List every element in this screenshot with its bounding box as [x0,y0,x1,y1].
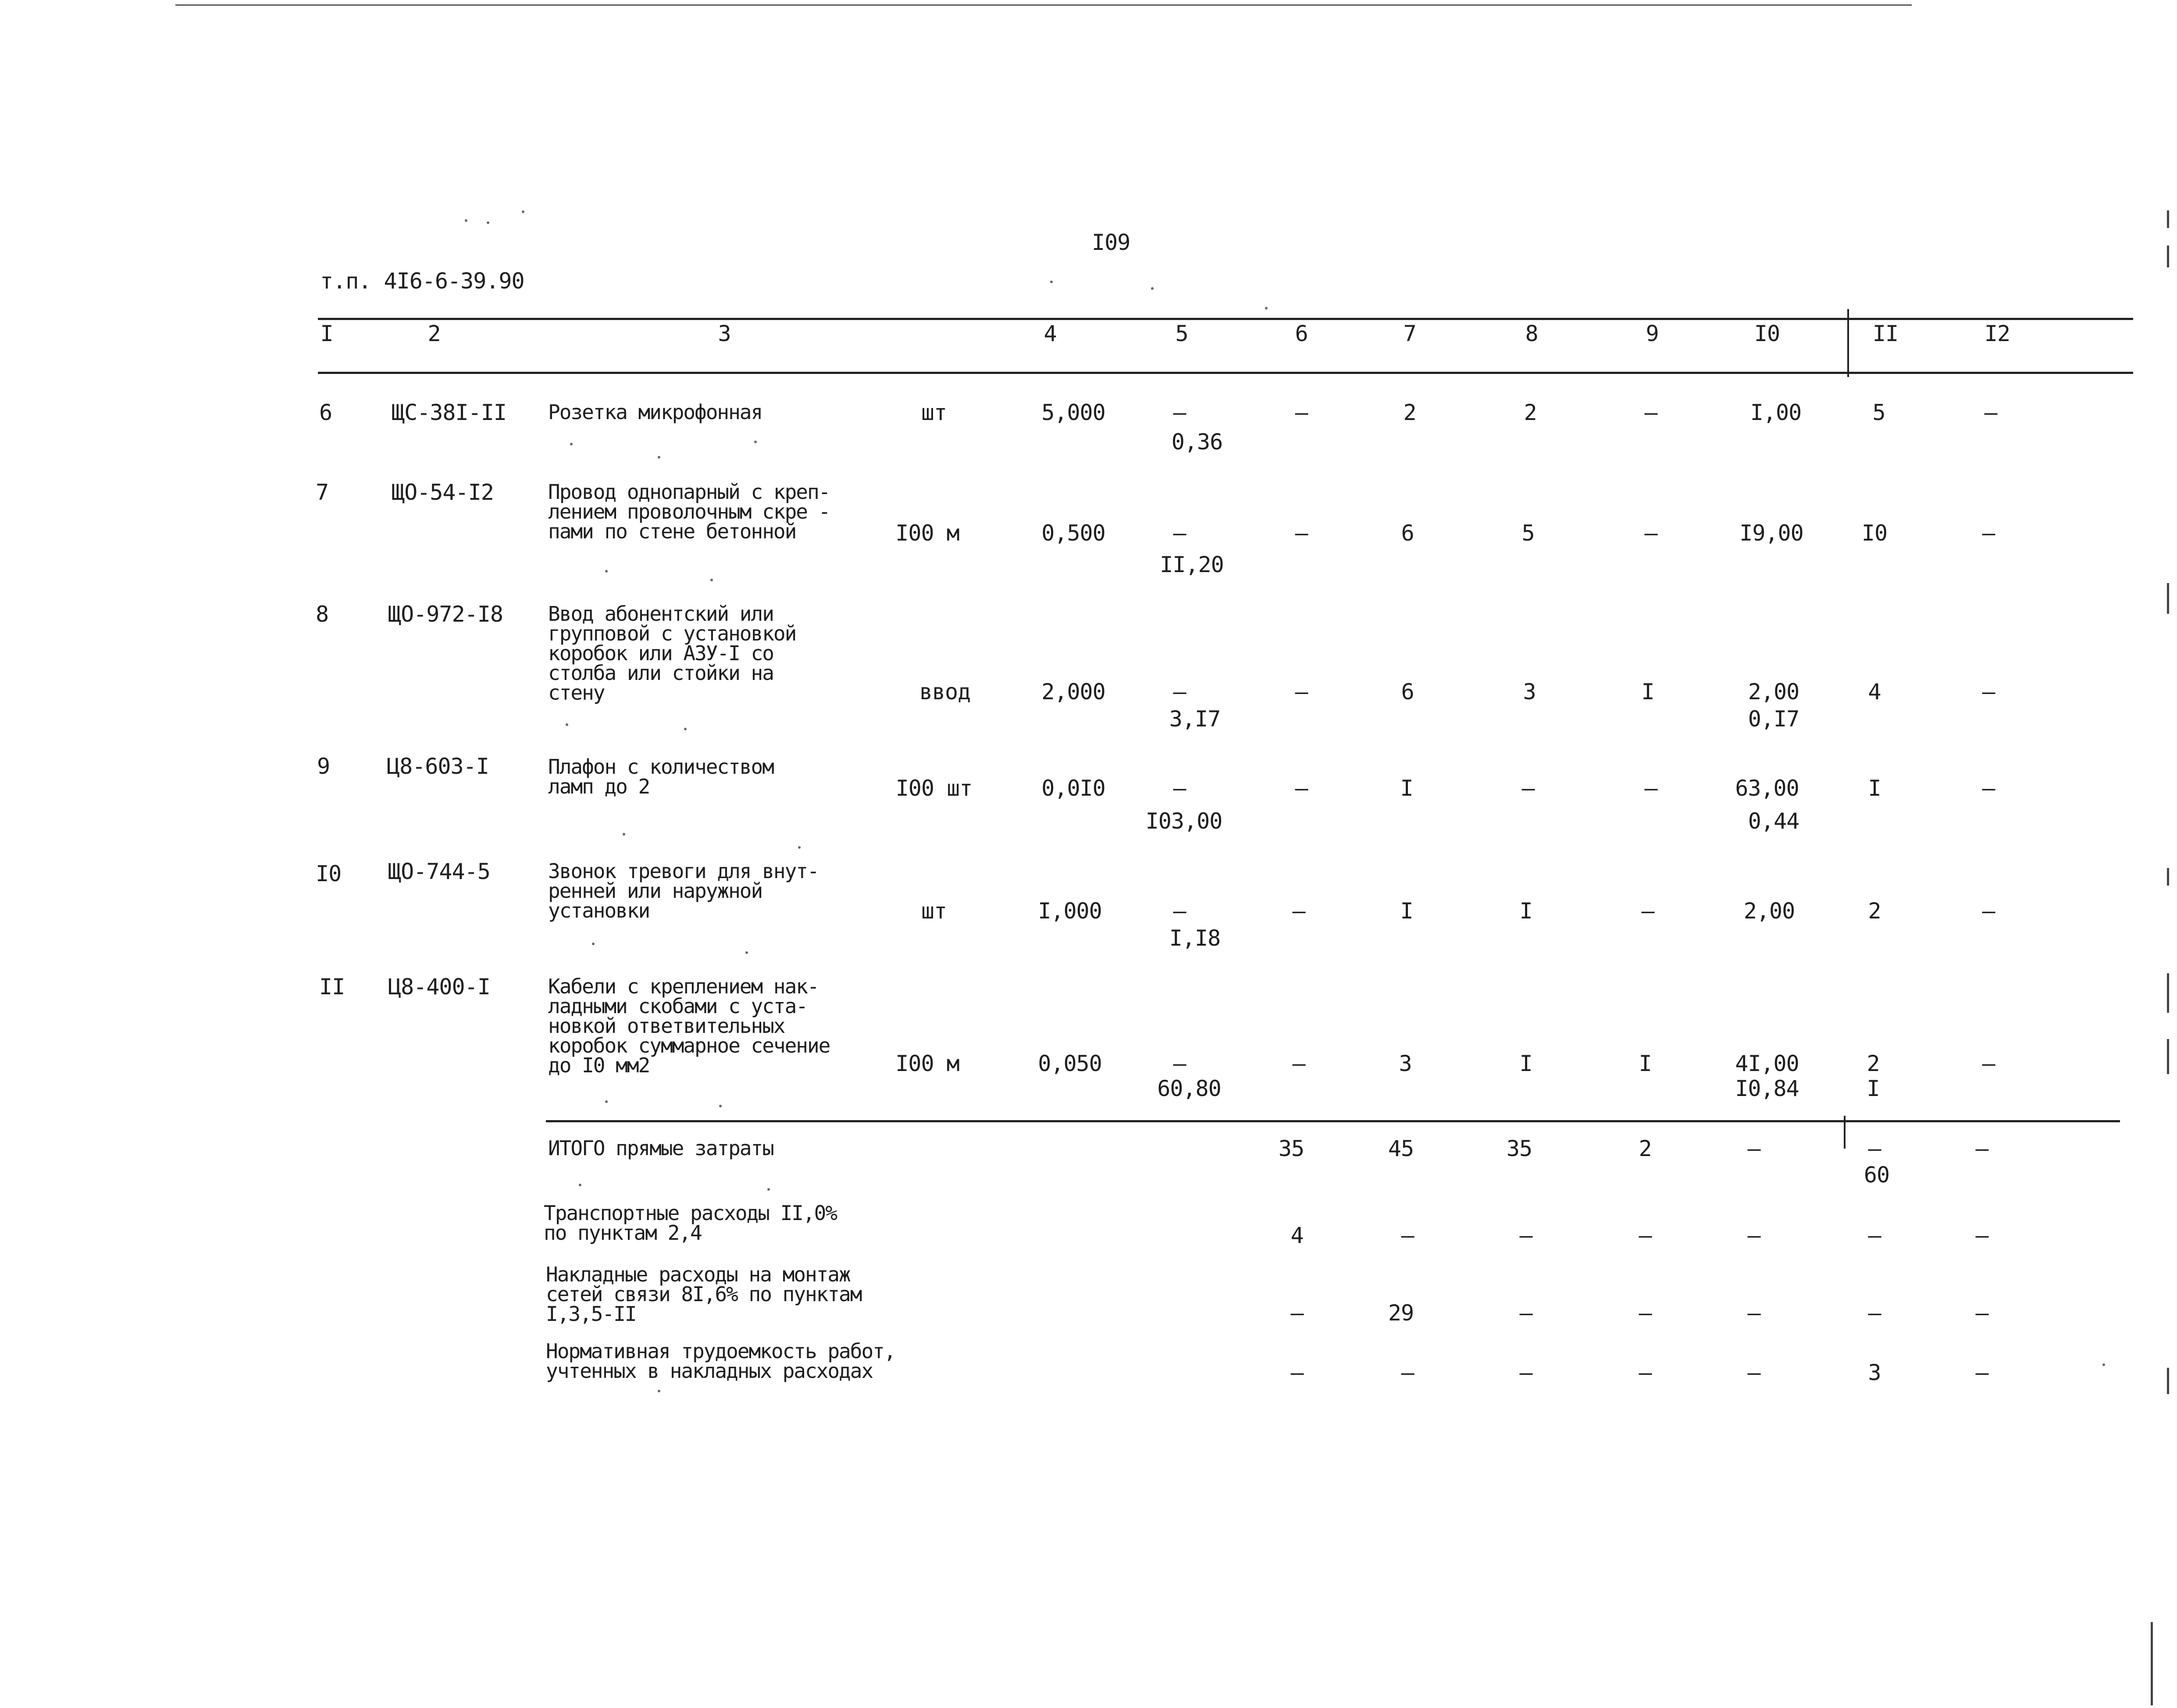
unit: ввод [919,679,971,705]
row-number: 8 [316,601,329,627]
totals-description: Накладные расходы на монтаж сетей связи 8I,6% по пунктам I,3,5-II [546,1263,862,1326]
col5-upper: – [1173,520,1186,546]
col11-upper: – [1868,1223,1881,1248]
scan-speck [623,833,625,836]
col7: – [1401,1223,1414,1248]
col12: – [1975,1223,1988,1248]
scan-speck [465,219,467,222]
col7: 6 [1401,679,1414,705]
col11-lower: I [1867,1076,1880,1101]
quantity: 0,0I0 [1041,776,1105,801]
totals-separator-rule [546,1120,2120,1122]
column-header-1: I [320,321,333,346]
col7: 6 [1401,520,1414,546]
price-code: ЩО-972-I8 [388,601,503,627]
page-number: I09 [1092,230,1130,255]
col6: – [1292,898,1305,924]
price-code: ЩC-38I-II [392,400,506,425]
work-description: Провод однопарный с креп- лением проволочным скре - пами по стене бетонной [548,480,830,543]
col11-upper: – [1868,1136,1881,1161]
scan-speck [2102,1363,2105,1366]
col11-upper: 2 [1868,898,1881,924]
col5-lower: 0,36 [1171,429,1223,455]
price-code: ЩО-54-I2 [392,480,494,505]
col10-upper: 2,00 [1748,679,1799,705]
col10-upper: I,00 [1750,400,1802,425]
col5-lower: 3,I7 [1169,706,1221,732]
col11-upper: 4 [1868,679,1881,705]
col8: 5 [1521,520,1535,546]
scan-speck [719,1105,722,1107]
col9: – [1644,400,1657,425]
col9: – [1644,520,1657,546]
totals-description: Транспортные расходы II,0% по пунктам 2,4 [544,1201,837,1245]
scan-speck [1151,287,1154,290]
header-bottom-rule [318,372,2133,374]
col9: I [1641,679,1654,705]
column-header-4: 4 [1044,321,1057,346]
col12: – [1982,898,1995,924]
column-header-12: I2 [1984,321,2010,346]
col10-lower: 0,I7 [1748,706,1799,732]
col8: 35 [1506,1136,1532,1161]
col5-upper: – [1173,898,1186,924]
col10: – [1747,1360,1760,1385]
col8: 3 [1523,679,1536,705]
col8: – [1519,1300,1532,1326]
work-description: Кабели с креплением нак- ладными скобами с уста- новкой ответвительных коробок суммарное сечение до I0 мм2 [548,975,830,1077]
unit: I00 м [895,1051,959,1076]
work-description: Плафон с количеством ламп до 2 [548,755,773,798]
row-number: II [319,974,345,1000]
quantity: 0,050 [1038,1051,1102,1076]
col11-upper: – [1868,1300,1881,1326]
col9: 2 [1639,1136,1652,1161]
scan-edge-mark [2167,1039,2169,1074]
col6: 35 [1278,1136,1304,1161]
top-border-line [175,4,1912,6]
col7: I [1400,776,1413,801]
scan-speck [566,723,568,726]
scan-speck [745,951,748,954]
column-header-11: II [1872,321,1899,346]
column-header-8: 8 [1525,321,1538,346]
row-number: 6 [319,400,332,425]
scan-speck [1050,281,1053,283]
scan-edge-mark [2167,210,2169,228]
column-header-3: 3 [718,321,731,346]
col7: 2 [1403,400,1416,425]
quantity: 0,500 [1041,520,1105,546]
col6: – [1295,776,1308,801]
col6: 4 [1290,1223,1304,1248]
col12: – [1975,1300,1988,1326]
column-header-5: 5 [1175,321,1188,346]
col8: – [1519,1360,1532,1385]
header-top-rule [318,318,2133,320]
column-header-6: 6 [1295,321,1308,346]
col6: – [1295,520,1308,546]
scan-speck [570,443,573,445]
scan-edge-mark [2167,246,2169,267]
totals-description: ИТОГО прямые затраты [548,1136,773,1160]
row-number: 7 [316,480,329,505]
scan-speck [579,1184,581,1186]
col10-upper: 63,00 [1735,776,1799,801]
document-code: т.п. 4I6-6-39.90 [320,268,524,294]
column-header-9: 9 [1646,321,1659,346]
price-code: Ц8-603-I [387,754,489,779]
col7: – [1401,1360,1414,1385]
scan-speck [684,728,687,730]
col5-upper: – [1173,1051,1186,1076]
col5-upper: – [1173,400,1186,425]
scan-speck [710,579,713,581]
col10: – [1747,1223,1760,1248]
col8: – [1521,776,1535,801]
totals-description: Нормативная трудоемкость работ, учтенных в накладных расходах [546,1339,895,1383]
col9: – [1641,898,1654,924]
col6: – [1292,1051,1305,1076]
col10-upper: 2,00 [1743,898,1795,924]
col7: 29 [1388,1300,1414,1326]
scan-speck [592,943,595,945]
col12: – [1975,1360,1988,1385]
col12: – [1982,776,1995,801]
scan-speck [767,1188,770,1191]
scan-edge-mark [2167,1368,2169,1394]
col8: 2 [1524,400,1537,425]
col11-upper: 5 [1872,400,1885,425]
col5-lower: 60,80 [1157,1076,1221,1101]
column-header-10: I0 [1754,321,1780,346]
unit: шт [921,898,947,924]
col9: – [1639,1223,1652,1248]
col5-lower: II,20 [1160,552,1224,577]
col9: – [1639,1360,1652,1385]
scan-edge-mark [2167,868,2169,886]
column-header-7: 7 [1403,321,1416,346]
header-column-divider [1847,309,1849,377]
totals-tick-mark [1844,1116,1846,1149]
work-description: Звонок тревоги для внут- ренней или наружной установки [548,859,819,922]
col7: 3 [1399,1051,1412,1076]
col12: – [1975,1136,1988,1161]
col10: – [1747,1300,1760,1326]
col12: – [1982,520,1995,546]
scan-speck [522,210,524,213]
quantity: 2,000 [1041,679,1105,705]
col10: – [1747,1136,1760,1161]
scan-speck [658,456,660,459]
col12: – [1982,679,1995,705]
col10-lower: I0,84 [1735,1076,1799,1101]
col5-upper: – [1173,679,1186,705]
col7: I [1400,898,1413,924]
col11-lower: 60 [1863,1162,1890,1188]
scan-edge-mark [2167,973,2169,1013]
unit: шт [921,400,947,425]
col6: – [1295,679,1308,705]
unit: I00 м [895,520,959,546]
scan-speck [605,570,608,573]
scan-speck [605,1100,608,1103]
scan-edge-mark [2151,1622,2153,1705]
row-number: 9 [317,754,330,779]
col7: 45 [1388,1136,1414,1161]
col10-upper: I9,00 [1739,520,1803,546]
scan-edge-mark [2167,583,2169,614]
col5-upper: – [1173,776,1186,801]
col11-upper: I [1868,776,1881,801]
col8: I [1519,1051,1532,1076]
work-description: Розетка микрофонная [548,400,762,424]
unit: I00 шт [895,776,973,801]
col8: I [1519,898,1532,924]
price-code: Ц8-400-I [388,974,490,1000]
col10-lower: 0,44 [1748,808,1799,834]
col12: – [1982,1051,1995,1076]
price-code: ЩО-744-5 [388,859,490,884]
col8: – [1519,1223,1532,1248]
col9: I [1639,1051,1652,1076]
col6: – [1295,400,1308,425]
scan-speck [658,1390,660,1392]
col9: – [1644,776,1657,801]
scan-speck [1265,307,1268,310]
col11-upper: I0 [1861,520,1888,546]
col5-lower: I03,00 [1145,808,1222,834]
work-description: Ввод абонентский или групповой с установкой коробок или АЗУ-I со столба или стойки на стену [548,602,796,705]
col9: – [1639,1300,1652,1326]
col11-upper: 3 [1868,1360,1881,1385]
col6: – [1290,1300,1304,1326]
quantity: I,000 [1038,898,1102,924]
col12: – [1984,400,1997,425]
scan-speck [798,846,801,849]
col11-upper: 2 [1867,1051,1880,1076]
row-number: I0 [316,861,342,886]
col6: – [1290,1360,1304,1385]
quantity: 5,000 [1041,400,1105,425]
scan-speck [754,441,757,443]
scan-speck [487,221,489,224]
col5-lower: I,I8 [1169,925,1221,951]
col10-upper: 4I,00 [1735,1051,1799,1076]
column-header-2: 2 [428,321,441,346]
